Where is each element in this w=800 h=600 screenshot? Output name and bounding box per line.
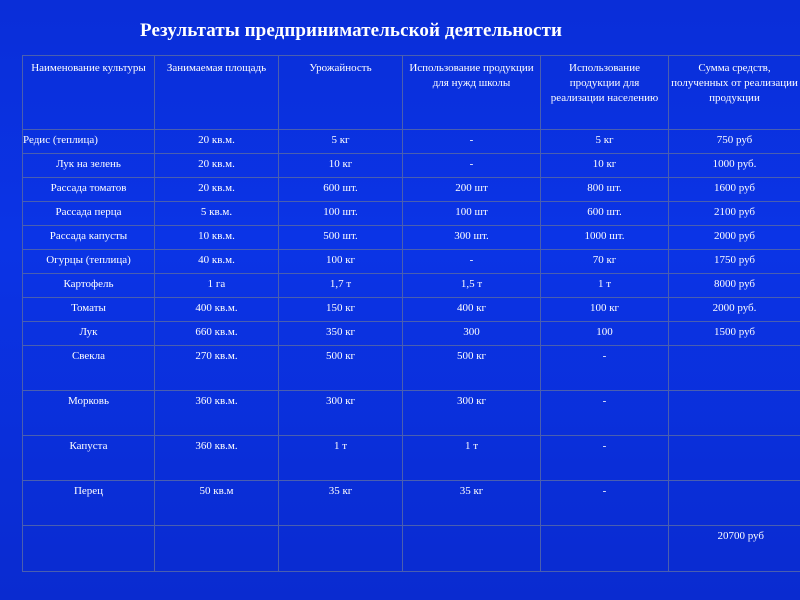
cell-empty [23, 526, 155, 572]
cell-yield: 350 кг [279, 322, 403, 346]
cell-sum: 1750 руб [669, 250, 800, 274]
cell-yield: 1,7 т [279, 274, 403, 298]
cell-area: 10 кв.м. [155, 226, 279, 250]
cell-area: 50 кв.м [155, 481, 279, 526]
cell-sale-use: - [541, 481, 669, 526]
cell-yield: 150 кг [279, 298, 403, 322]
table-row [23, 154, 800, 178]
cell-sum [669, 346, 800, 391]
table-row [23, 391, 800, 436]
cell-sum: 2000 руб [669, 226, 800, 250]
cell-sum: 750 руб [669, 130, 800, 154]
cell-school-use: 300 шт. [403, 226, 541, 250]
cell-area: 20 кв.м. [155, 130, 279, 154]
cell-sale-use: 70 кг [541, 250, 669, 274]
cell-sale-use: - [541, 436, 669, 481]
cell-area: 360 кв.м. [155, 436, 279, 481]
cell-culture: Свекла [23, 346, 155, 391]
cell-sum: 1600 руб [669, 178, 800, 202]
cell-yield: 100 кг [279, 250, 403, 274]
cell-sale-use: 600 шт. [541, 202, 669, 226]
cell-school-use: 1 т [403, 436, 541, 481]
cell-area: 400 кв.м. [155, 298, 279, 322]
cell-culture: Капуста [23, 436, 155, 481]
table-row [23, 436, 800, 481]
cell-area: 660 кв.м. [155, 322, 279, 346]
table-row [23, 178, 800, 202]
cell-sum: 1000 руб. [669, 154, 800, 178]
cell-sale-use: 10 кг [541, 154, 669, 178]
cell-school-use: 35 кг [403, 481, 541, 526]
header-row [23, 56, 800, 130]
table-row [23, 481, 800, 526]
cell-culture: Редис (теплица) [23, 130, 155, 154]
cell-culture: Лук на зелень [23, 154, 155, 178]
cell-sale-use: 5 кг [541, 130, 669, 154]
cell-yield: 300 кг [279, 391, 403, 436]
table-row [23, 322, 800, 346]
cell-sale-use: 100 [541, 322, 669, 346]
cell-yield: 35 кг [279, 481, 403, 526]
cell-school-use: 300 [403, 322, 541, 346]
header-yield: Урожайность [279, 56, 403, 130]
cell-yield: 5 кг [279, 130, 403, 154]
cell-empty [541, 526, 669, 572]
cell-school-use: 100 шт [403, 202, 541, 226]
cell-yield: 500 шт. [279, 226, 403, 250]
cell-culture: Перец [23, 481, 155, 526]
cell-school-use: 300 кг [403, 391, 541, 436]
header-school-use: Использование продукции для нужд школы [403, 56, 541, 130]
table-row [23, 346, 800, 391]
cell-sum [669, 391, 800, 436]
cell-sale-use: 1 т [541, 274, 669, 298]
cell-area: 1 га [155, 274, 279, 298]
header-culture: Наименование культуры [23, 56, 155, 130]
cell-culture: Рассада капусты [23, 226, 155, 250]
cell-sale-use: - [541, 346, 669, 391]
cell-school-use: 200 шт [403, 178, 541, 202]
cell-area: 20 кв.м. [155, 154, 279, 178]
total-sum: 20700 руб [669, 526, 800, 572]
cell-yield: 100 шт. [279, 202, 403, 226]
cell-area: 270 кв.м. [155, 346, 279, 391]
cell-empty [155, 526, 279, 572]
cell-yield: 10 кг [279, 154, 403, 178]
cell-school-use: 1,5 т [403, 274, 541, 298]
cell-yield: 1 т [279, 436, 403, 481]
cell-area: 40 кв.м. [155, 250, 279, 274]
cell-sum: 2100 руб [669, 202, 800, 226]
cell-yield: 600 шт. [279, 178, 403, 202]
header-sum: Сумма средств, полученных от реализации продукции [669, 56, 800, 130]
cell-sum: 1500 руб [669, 322, 800, 346]
cell-sum: 2000 руб. [669, 298, 800, 322]
cell-area: 20 кв.м. [155, 178, 279, 202]
table-row [23, 226, 800, 250]
header-sale-use: Использование продукции для реализации населению [541, 56, 669, 130]
header-area: Занимаемая площадь [155, 56, 279, 130]
cell-empty [279, 526, 403, 572]
cell-area: 360 кв.м. [155, 391, 279, 436]
cell-school-use: 400 кг [403, 298, 541, 322]
cell-empty [403, 526, 541, 572]
table-row [23, 298, 800, 322]
cell-sale-use: 100 кг [541, 298, 669, 322]
table-row [23, 202, 800, 226]
cell-school-use: - [403, 250, 541, 274]
cell-area: 5 кв.м. [155, 202, 279, 226]
cell-school-use: 500 кг [403, 346, 541, 391]
total-row [23, 526, 800, 572]
table-row [23, 274, 800, 298]
results-table [22, 55, 800, 572]
cell-culture: Томаты [23, 298, 155, 322]
cell-sale-use: 800 шт. [541, 178, 669, 202]
cell-school-use: - [403, 130, 541, 154]
cell-sum [669, 481, 800, 526]
cell-sale-use: 1000 шт. [541, 226, 669, 250]
cell-school-use: - [403, 154, 541, 178]
table-row [23, 250, 800, 274]
cell-culture: Рассада томатов [23, 178, 155, 202]
page-title: Результаты предпринимательской деятельности [140, 20, 563, 41]
cell-sale-use: - [541, 391, 669, 436]
cell-culture: Картофель [23, 274, 155, 298]
cell-culture: Лук [23, 322, 155, 346]
cell-sum [669, 436, 800, 481]
cell-culture: Морковь [23, 391, 155, 436]
cell-culture: Рассада перца [23, 202, 155, 226]
cell-sum: 8000 руб [669, 274, 800, 298]
cell-yield: 500 кг [279, 346, 403, 391]
table-row [23, 130, 800, 154]
cell-culture: Огурцы (теплица) [23, 250, 155, 274]
